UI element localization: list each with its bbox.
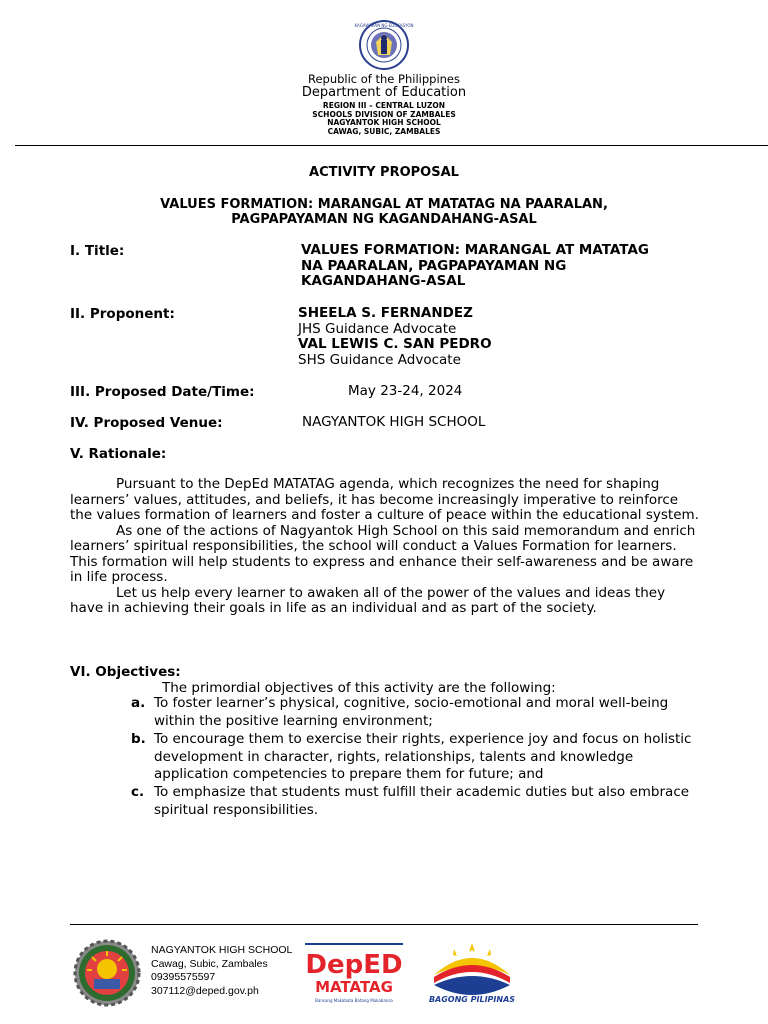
footer-school: NAGYANTOK HIGH SCHOOL	[151, 944, 293, 956]
footer-email: 307112@deped.gov.ph	[151, 984, 259, 997]
title-label: I. Title:	[70, 243, 125, 259]
seal-text: KAGAWARAN NG EDUKASYON	[354, 23, 414, 28]
objective-letter: c.	[131, 784, 145, 800]
republic-line: Republic of the Philippines	[307, 72, 461, 86]
objectives-label: VI. Objectives:	[70, 664, 181, 680]
proponent-name: SHEELA S. FERNANDEZ	[298, 305, 473, 321]
footer-address: Cawag, Subic, Zambales	[151, 957, 268, 970]
venue-label: IV. Proposed Venue:	[70, 415, 223, 431]
department-line: Department of Education	[301, 85, 467, 100]
activity-title-line: VALUES FORMATION: MARANGAL AT MATATAG NA PAARALAN,	[160, 197, 608, 212]
division-line: SCHOOLS DIVISION OF ZAMBALES	[312, 110, 456, 119]
matatag-text: MATATAG	[315, 978, 393, 996]
title-value-line: KAGANDAHANG-ASAL	[301, 273, 466, 289]
bagong-pilipinas-logo	[420, 939, 524, 1005]
objective-text: To emphasize that students must fulfill their academic duties but also embrace spiritual responsibilities.	[154, 784, 690, 818]
rationale-label: V. Rationale:	[70, 446, 167, 462]
objectives-intro: The primordial objectives of this activity are the following:	[162, 680, 556, 696]
rationale-paragraph: Let us help every learner to awaken all of the power of the values and ideas they have in achieving their goals in life as an individual and as part of the society.	[70, 584, 666, 616]
activity-title	[0, 197, 768, 227]
header-divider	[15, 145, 768, 146]
title-value-line: NA PAARALAN, PAGPAPAYAMAN NG	[301, 257, 567, 274]
date-label: III. Proposed Date/Time:	[70, 384, 255, 400]
objective-letter: b.	[131, 731, 146, 747]
date-value: May 23-24, 2024	[348, 383, 463, 399]
footer-divider	[70, 924, 698, 925]
footer-phone: 09395575597	[151, 971, 216, 983]
region-line: REGION III – CENTRAL LUZON	[322, 101, 446, 110]
venue-value: NAGYANTOK HIGH SCHOOL	[302, 414, 486, 430]
proponent-role: SHS Guidance Advocate	[298, 351, 461, 368]
school-logo	[72, 939, 142, 1007]
title-value	[301, 243, 649, 290]
deped-logo-text: DepED	[305, 950, 403, 980]
activity-title-line: PAGPAPAYAMAN NG KAGANDAHANG-ASAL	[231, 212, 537, 227]
rationale-body	[70, 477, 700, 617]
address-line: CAWAG, SUBIC, ZAMBALES	[327, 127, 441, 136]
proponent-label: II. Proponent:	[70, 306, 175, 322]
school-line: NAGYANTOK HIGH SCHOOL	[327, 118, 441, 127]
objective-text: To encourage them to exercise their rights, experience joy and focus on holistic development in character, rights, relationships, talents and knowledge application competencies to prepare them for future; and	[154, 731, 692, 782]
deped-matatag-logo	[303, 941, 405, 1007]
document-title: ACTIVITY PROPOSAL	[309, 165, 459, 180]
matatag-tagline: Bansang Makabata Batang Makabansa	[315, 998, 393, 1003]
rationale-paragraph: Pursuant to the DepEd MATATAG agenda, which recognizes the need for shaping learners’ values, attitudes, and beliefs, it has become increasingly imperative to reinforce the values formation of learners and foster a culture of peace within the educational system.	[70, 476, 699, 523]
proponent-role: JHS Guidance Advocate	[298, 320, 457, 337]
footer-contact	[151, 944, 292, 998]
title-value-line: VALUES FORMATION: MARANGAL AT MATATAG	[301, 242, 649, 258]
proponent-name: VAL LEWIS C. SAN PEDRO	[298, 336, 492, 352]
bagong-pilipinas-text: BAGONG PILIPINAS	[428, 995, 516, 1004]
proponent-value	[298, 306, 492, 368]
objective-text: To foster learner’s physical, cognitive, socio-emotional and moral well-being within the positive learning environment;	[154, 695, 669, 729]
rationale-paragraph: As one of the actions of Nagyantok High School on this said memorandum and enrich learners’ spiritual responsibilities, the school will conduct a Values Formation for learners. This formation will help students to express and enhance their self-awareness and be aware in life process.	[70, 522, 696, 585]
deped-seal-logo	[354, 18, 414, 72]
objective-letter: a.	[131, 695, 146, 711]
